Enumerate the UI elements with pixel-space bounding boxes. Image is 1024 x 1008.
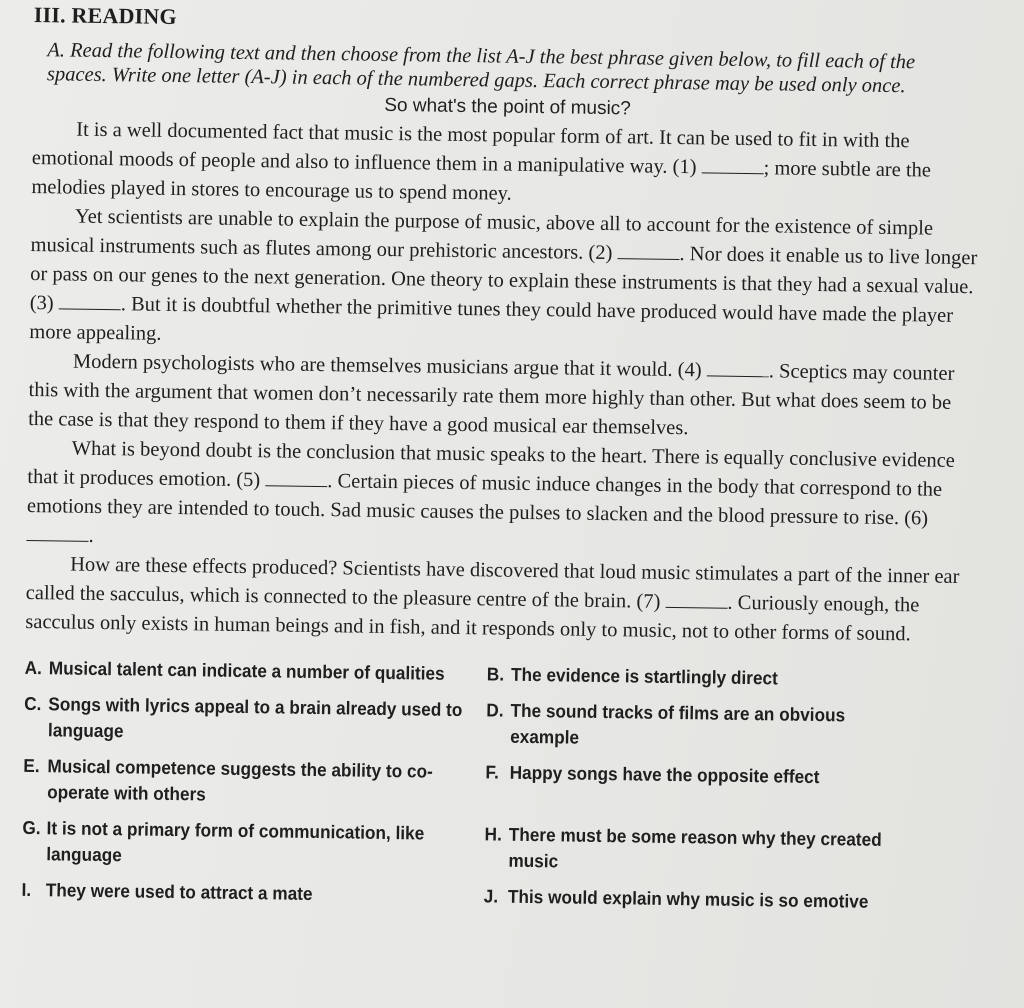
paragraph-text: . — [88, 524, 94, 547]
option-text: They were used to attract a mate — [45, 879, 313, 904]
options-list — [21, 655, 908, 915]
gap-2[interactable] — [617, 242, 679, 260]
paragraph-text: . But it is doubtful whether the primitive tunes they could have produced would have made the player more appealing. — [29, 293, 954, 345]
option-a — [25, 655, 488, 687]
option-e — [23, 753, 486, 811]
option-text: The evidence is startlingly direct — [510, 663, 778, 689]
option-letter: F. — [485, 761, 500, 783]
paragraph-text: ; more subtle are the melodies played in stores to encourage us to spend money. — [31, 157, 932, 205]
paragraph-text: How are these effects produced? Scientists have discovered that loud music stimulates a part of the inner ear called the sacculus, which is connected to the pleasure centre of the brain. (7) — [25, 553, 960, 613]
option-c — [24, 691, 487, 749]
instructions: A. Read the following text and then choose from the list A-J the best phrase given below, to fill each of the spaces. Write one letter (A-J) in each of the numbered gaps. Each correct phrase may be used only once. — [46, 39, 916, 98]
gap-1[interactable] — [702, 156, 764, 174]
paragraph-1 — [31, 115, 982, 215]
option-letter: G. — [22, 816, 41, 839]
option-letter: E. — [23, 754, 40, 777]
paragraph-text: Modern psychologists who are themselves musicians argue that it would. (4) — [72, 350, 702, 382]
option-text: The sound tracks of films are an obvious example — [510, 699, 846, 748]
gap-7[interactable] — [665, 591, 727, 609]
paragraph-text: What is beyond doubt is the conclusion that music speaks to the heart. There is equally conclusive evidence that it produces emotion. (5) — [27, 437, 956, 492]
paragraph-3 — [28, 347, 979, 447]
option-text: It is not a primary form of communication, like language — [46, 817, 425, 866]
paragraph-5 — [25, 550, 976, 650]
paragraph-text: Yet scientists are unable to explain the purpose of music, above all to account for the existence of simple musical instruments such as flutes among our prehistoric ancestors. (2) — [30, 205, 934, 265]
gap-6[interactable] — [26, 524, 88, 542]
option-i — [21, 877, 484, 909]
option-text: Songs with lyrics appeal to a brain already used to language — [47, 693, 463, 742]
option-g — [22, 815, 485, 873]
gap-4[interactable] — [707, 359, 769, 377]
paragraph-text: . Certain pieces of music induce changes in the body that correspond to the emotions they are intended to touch. Sad music causes the pulses to slacken and the blood pressure to rise. (6) — [26, 470, 943, 530]
paragraph-4 — [26, 434, 978, 563]
section-title: III. READING — [33, 2, 177, 29]
paragraph-text: . Nor does it enable us to live longer or pass on our genes to the next generation. One theory to explain these instruments is that they had a sexual value. (3) — [29, 243, 978, 315]
option-letter: B. — [486, 663, 505, 685]
option-text: Musical competence suggests the ability to co-operate with others — [47, 755, 433, 805]
option-text: This would explain why music is so emotive — [507, 885, 869, 912]
option-text: Happy songs have the opposite effect — [509, 761, 820, 788]
option-text: There must be some reason why they created music — [508, 823, 882, 872]
option-letter: J. — [483, 885, 499, 907]
option-h — [484, 821, 894, 879]
paragraph-text: . Curiously enough, the sacculus only exists in human beings and in fish, and it responds only to music, not to other forms of sound. — [25, 591, 920, 646]
option-letter: A. — [24, 656, 43, 679]
option-j — [484, 883, 894, 915]
gap-5[interactable] — [265, 469, 327, 487]
option-text: Musical talent can indicate a number of qualities — [48, 657, 445, 684]
option-f — [485, 759, 895, 817]
option-b — [487, 661, 897, 693]
gap-3[interactable] — [59, 292, 121, 310]
passage-title: So what's the point of music? — [384, 94, 631, 120]
paragraph-text: It is a well documented fact that music is the most popular form of art. It can be used to fit in with the emotional moods of people and also to influence them in a manipulative way. (1) — [31, 118, 910, 179]
option-d — [486, 697, 896, 755]
option-letter: C. — [24, 692, 42, 715]
paragraph-2 — [29, 202, 981, 360]
option-letter: I. — [21, 878, 32, 901]
option-letter: D. — [486, 699, 504, 721]
option-letter: H. — [484, 823, 502, 845]
paragraph-text: . Sceptics may counter this with the argument that women don’t necessarily rate them more highly than other. But what does seem to be the case is that they respond to them if they have a good musical ear themselves. — [28, 360, 955, 440]
worksheet-content — [21, 2, 983, 916]
